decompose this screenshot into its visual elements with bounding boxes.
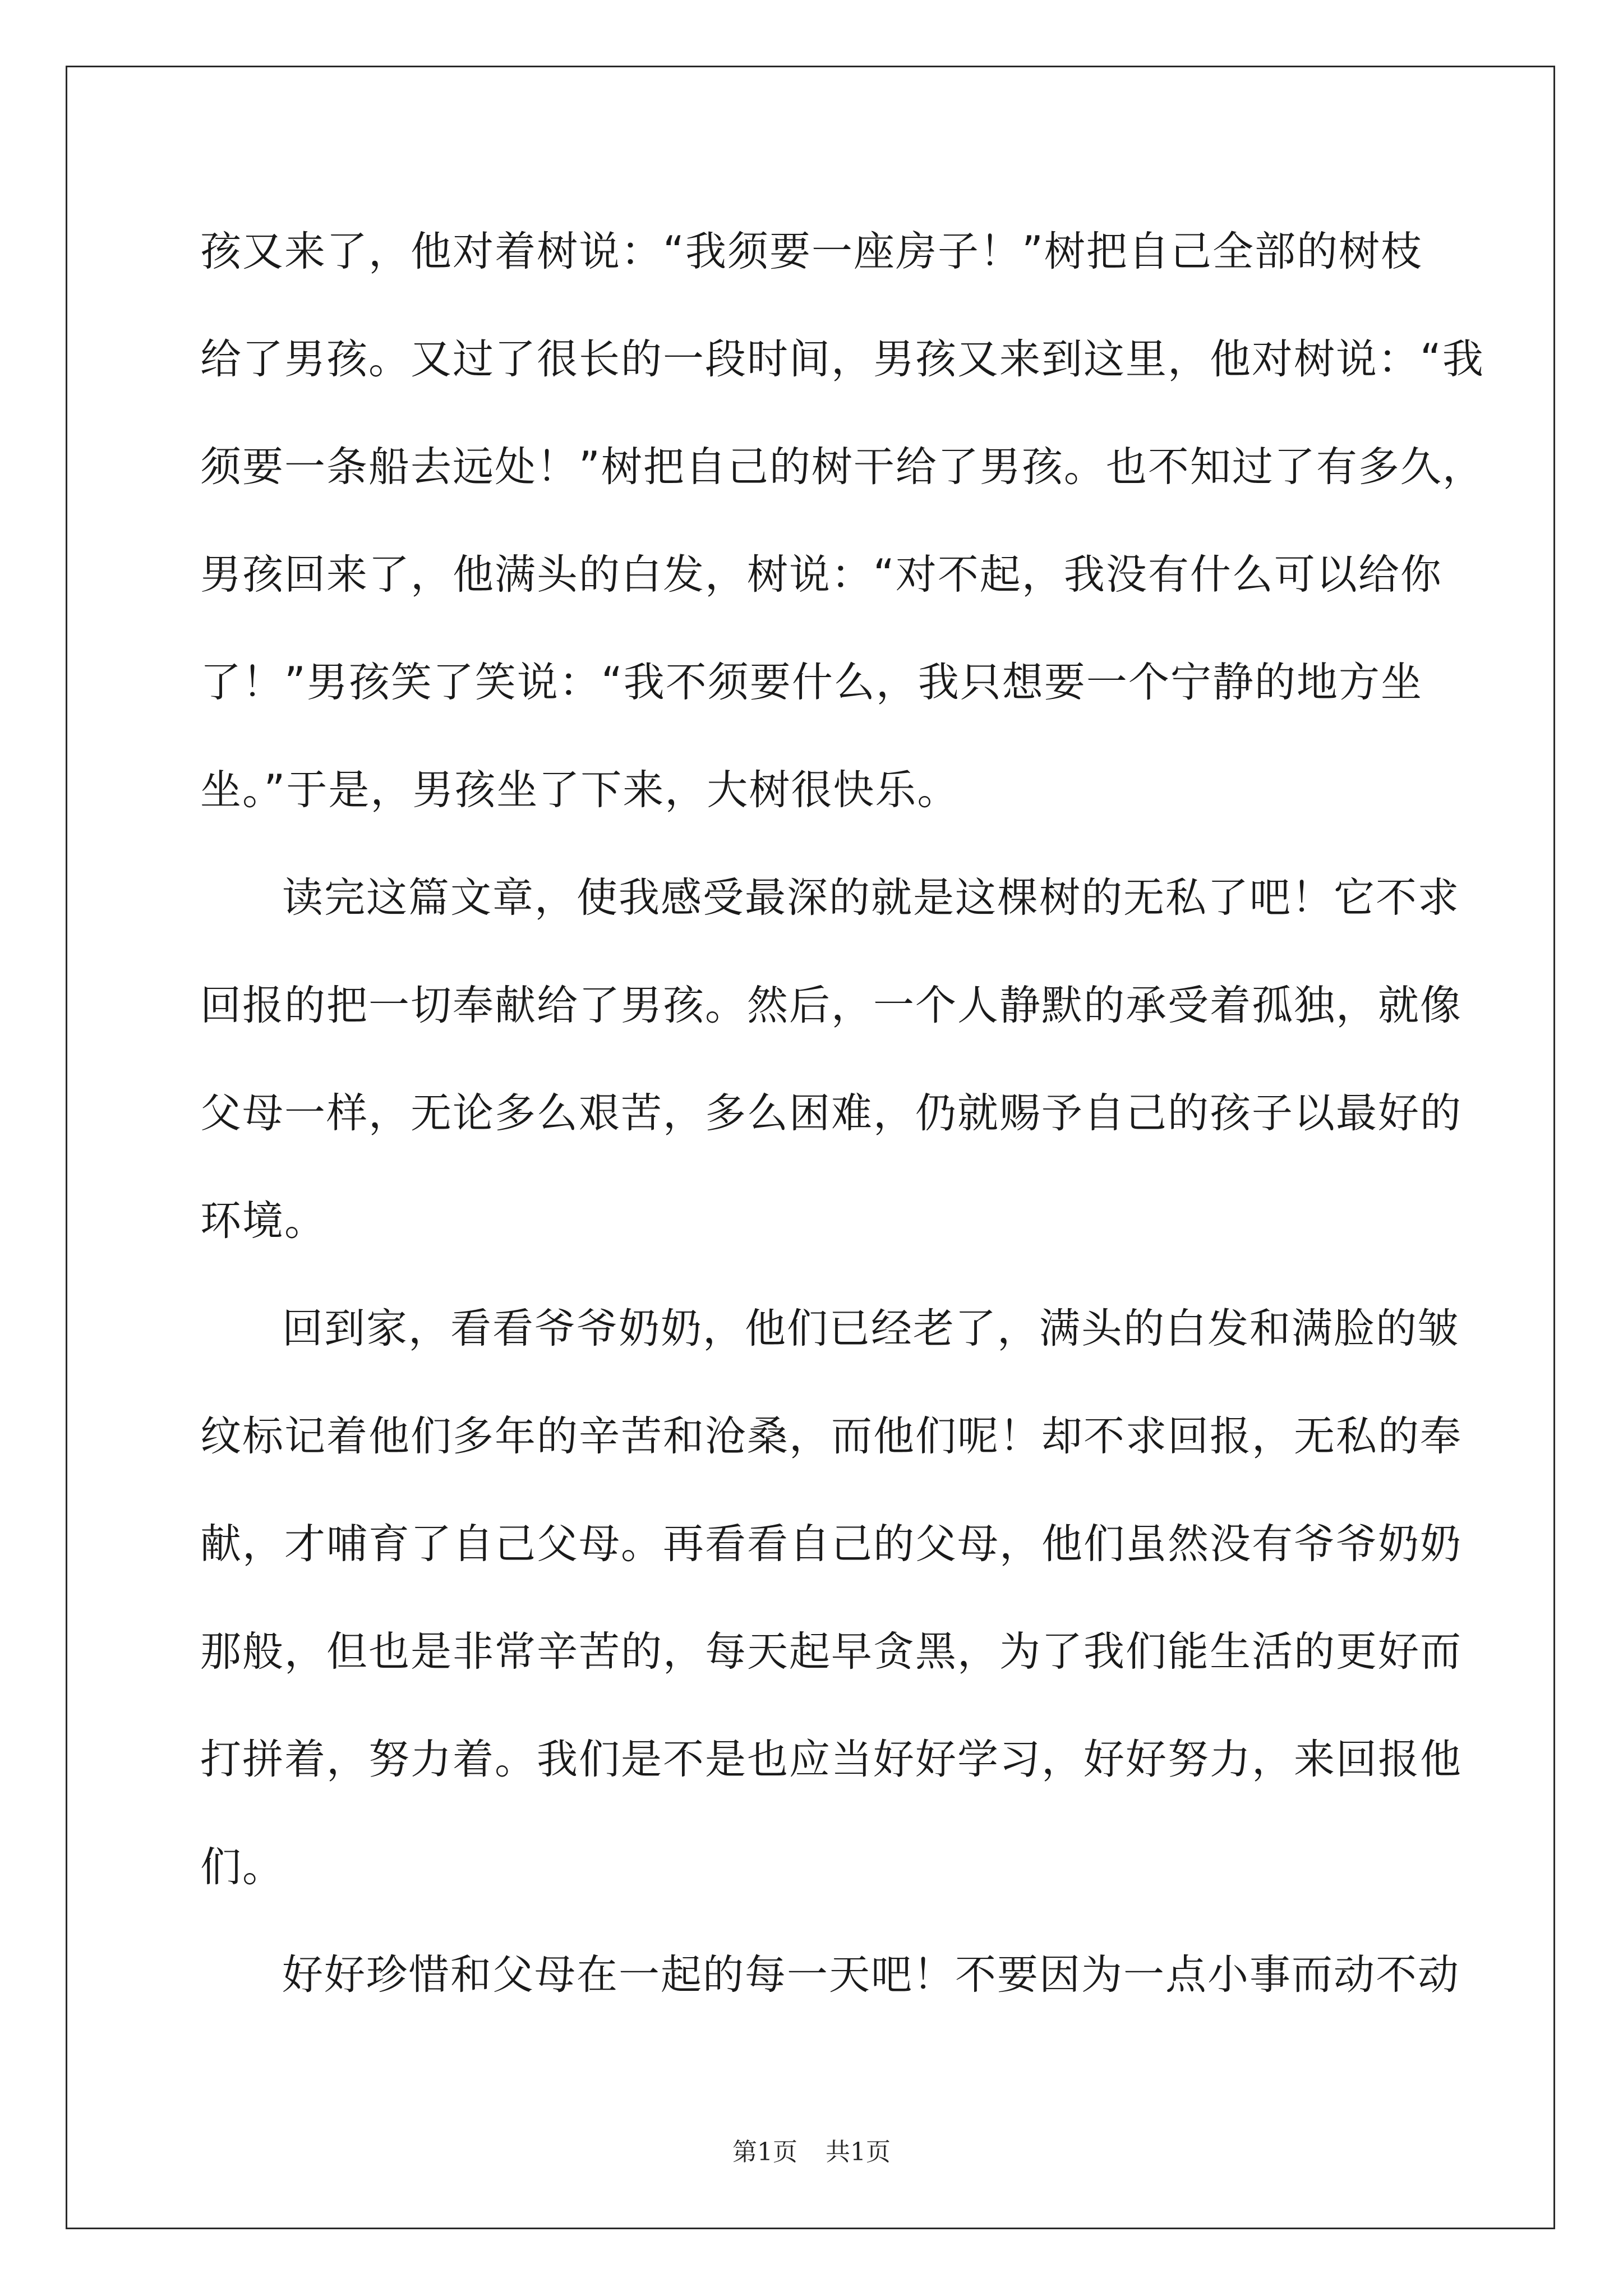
text-line: 孩又来了，他对着树说：“我须要一座房子！”树把自己全部的树枝 [200,228,1423,275]
text-line: 父母一样，无论多么艰苦，多么困难，仍就赐予自己的孩子以最好的 [200,1089,1462,1137]
document-body [200,218,1484,2049]
page-footer [0,2132,1623,2168]
text-line: 打拼着，努力着。我们是不是也应当好好学习，好好努力，来回报他 [200,1736,1462,1783]
text-line: 给了男孩。又过了很长的一段时间，男孩又来到这里，他对树说：“我 [200,335,1484,383]
text-line: 那般，但也是非常辛苦的，每天起早贪黑，为了我们能生活的更好而 [200,1628,1462,1676]
text-line: 们。 [200,1843,284,1891]
page-number: 第1页 [732,2138,797,2166]
text-line: 回报的把一切奉献给了男孩。然后，一个人静默的承受着孤独，就像 [200,982,1462,1029]
text-line: 男孩回来了，他满头的白发，树说：“对不起，我没有什么可以给你 [200,551,1442,599]
text-line: 献，才哺育了自己父母。再看看自己的父母，他们虽然没有爷爷奶奶 [200,1520,1462,1568]
text-line: 了！”男孩笑了笑说：“我不须要什么，我只想要一个宁静的地方坐 [200,659,1423,706]
paragraph-first-line: 读完这篇文章，使我感受最深的就是这棵树的无私了吧！它不求 [282,874,1460,922]
text-line: 坐。”于是，男孩坐了下来，大树很快乐。 [200,766,960,814]
paragraph-first-line: 好好珍惜和父母在一起的每一天吧！不要因为一点小事而动不动 [282,1951,1460,1999]
text-line: 环境。 [200,1197,326,1245]
text-line: 须要一条船去远处！”树把自己的树干给了男孩。也不知过了有多久， [200,443,1484,491]
paragraph-first-line: 回到家，看看爷爷奶奶，他们已经老了，满头的白发和满脸的皱 [282,1305,1460,1352]
text-line: 纹标记着他们多年的辛苦和沧桑，而他们呢！却不求回报，无私的奉 [200,1412,1462,1460]
page-total: 共1页 [826,2138,891,2166]
